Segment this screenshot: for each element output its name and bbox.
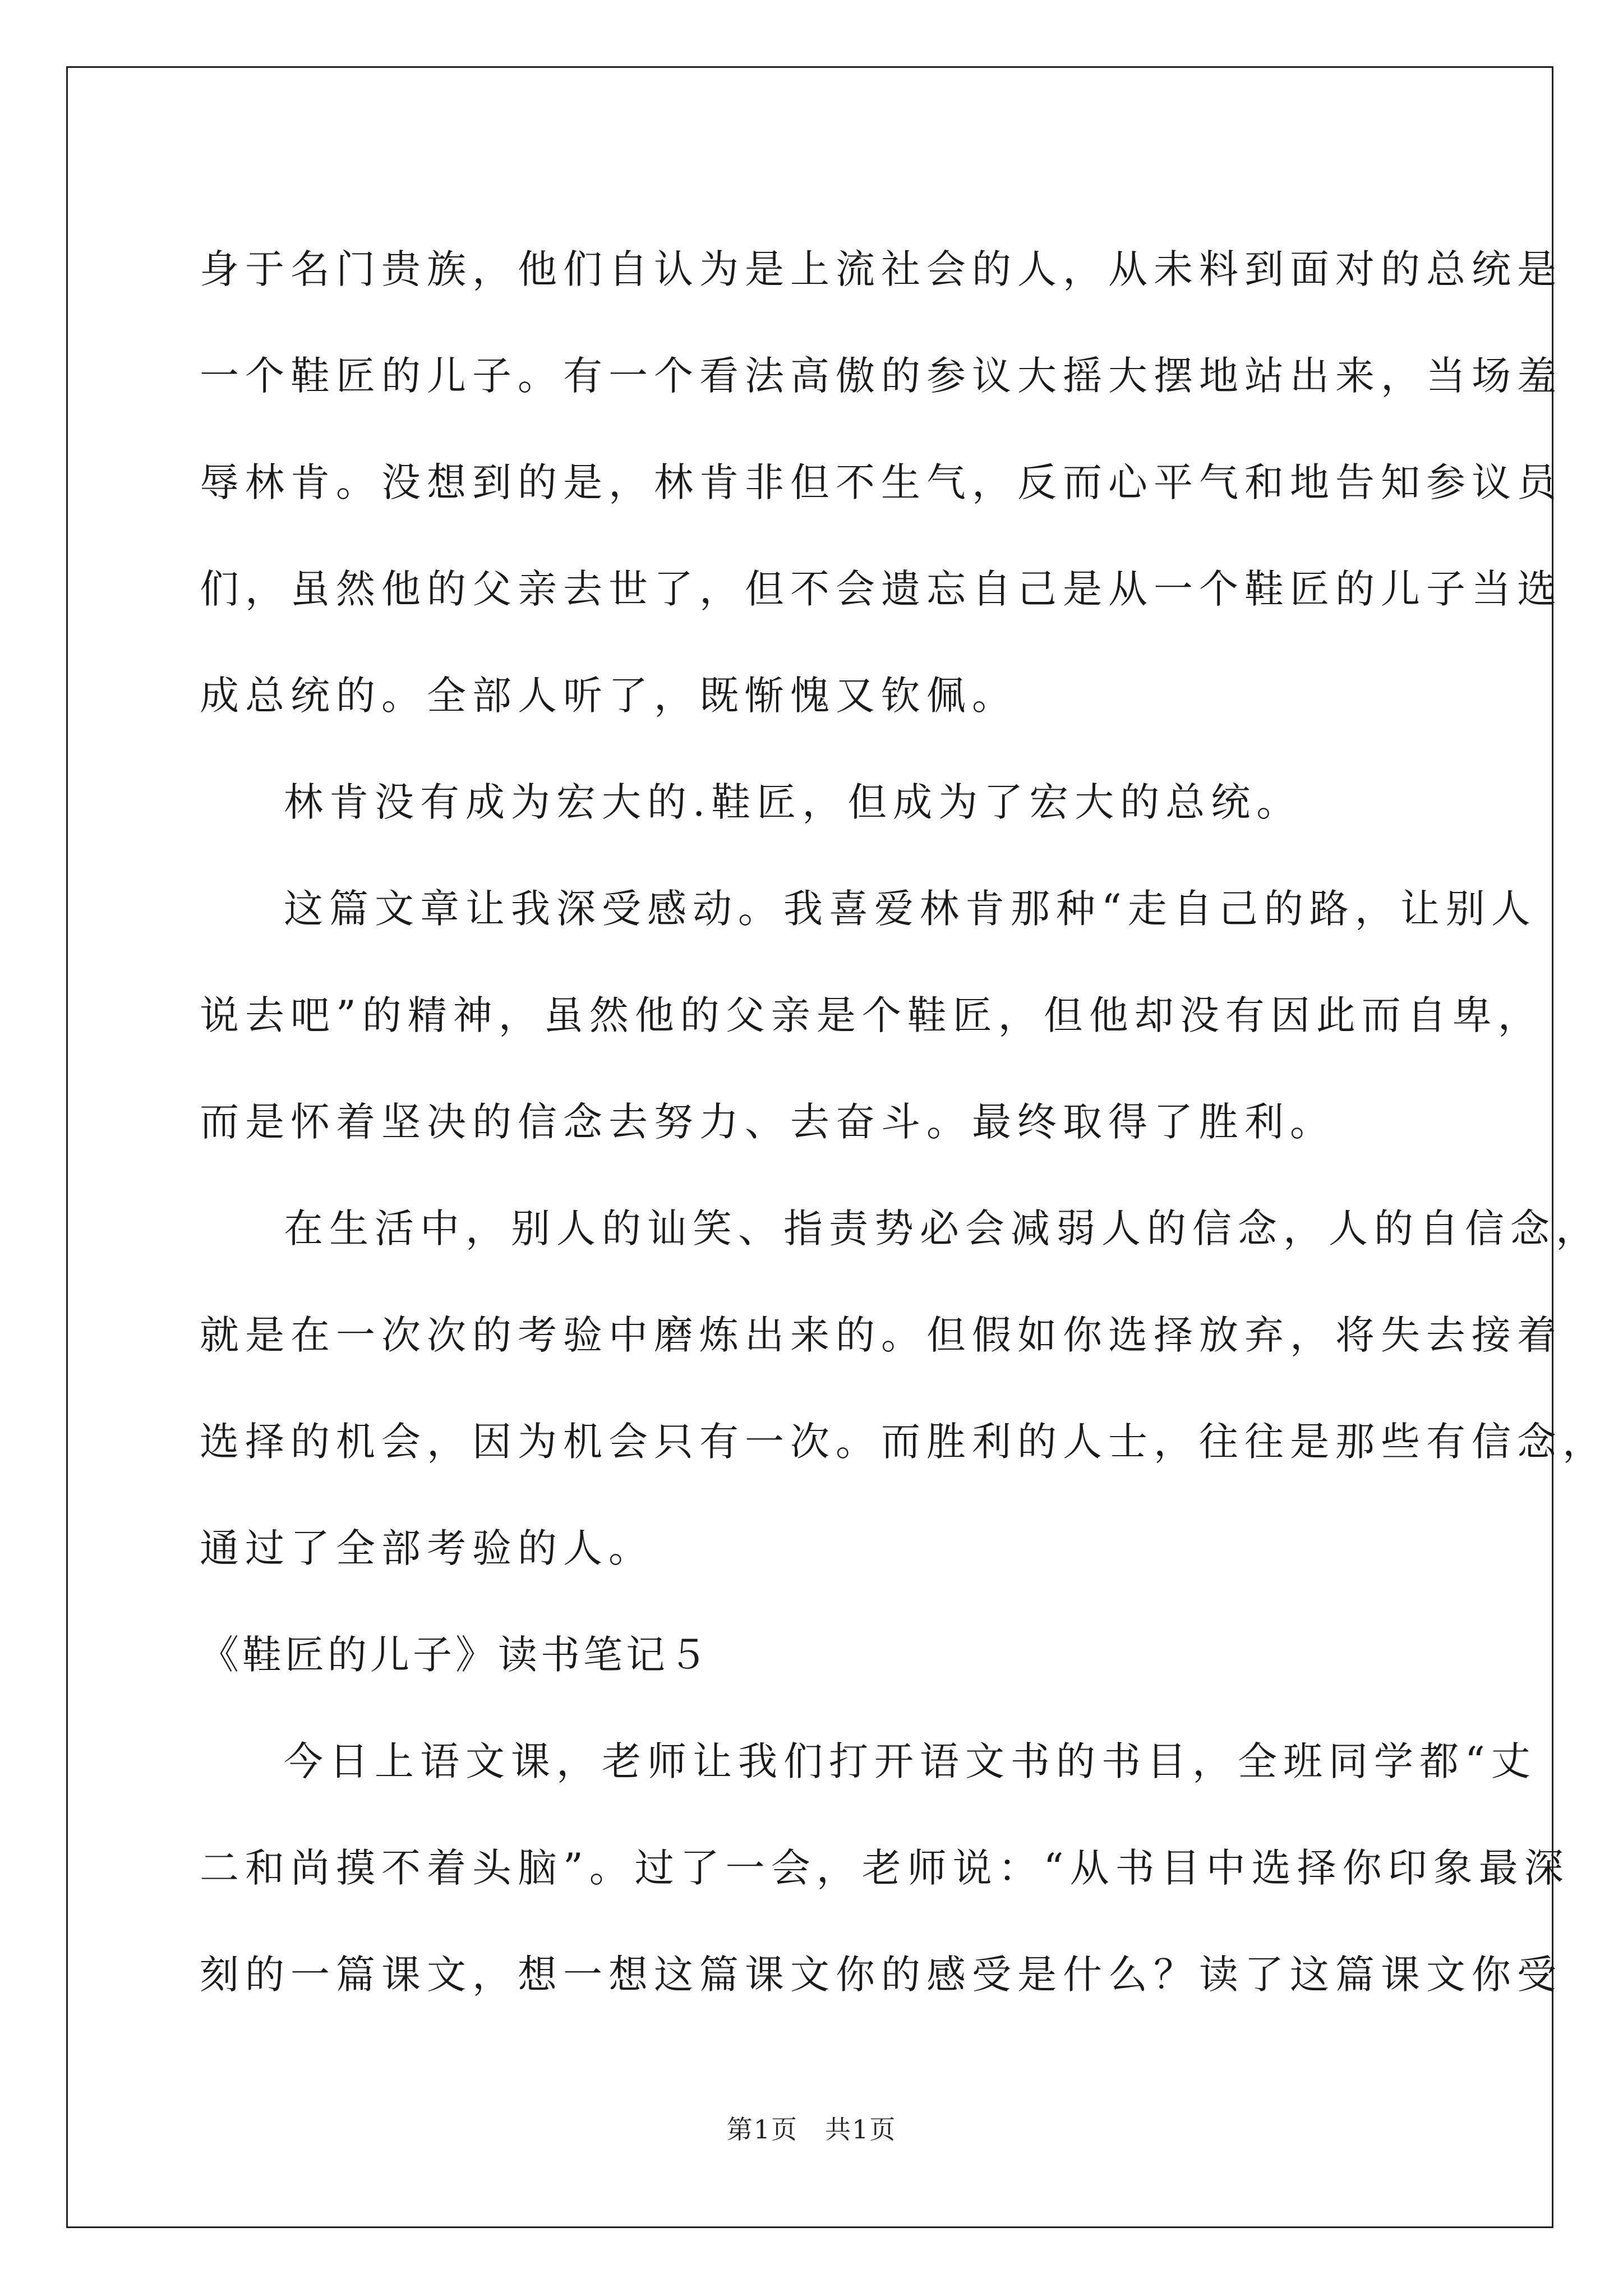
text-line-12: 选择的机会，因为机会只有一次。而胜利的人士，往往是那些有信念， [200,1419,1608,1465]
section-heading: 《鞋匠的儿子》读书笔记５ [200,1632,711,1678]
text-line-7: 这篇文章让我深受感动。我喜爱林肯那种“走自己的路，让别人 [284,886,1537,932]
text-line-13: 通过了全部考验的人。 [200,1525,654,1571]
text-line-17: 刻的一篇课文，想一想这篇课文你的感受是什么？读了这篇课文你受 [200,1952,1562,1998]
text-line-10: 在生活中，别人的讪笑、指责势必会减弱人的信念，人的自信念， [284,1205,1601,1251]
text-line-2: 一个鞋匠的儿子。有一个看法高傲的参议大摇大摆地站出来，当场羞 [200,353,1562,399]
text-line-5: 成总统的。全部人听了，既惭愧又钦佩。 [200,673,1017,719]
text-line-11: 就是在一次次的考验中磨炼出来的。但假如你选择放弃，将失去接着 [200,1312,1562,1358]
page-footer: 第1页 共1页 [726,2114,897,2145]
text-line-3: 辱林肯。没想到的是，林肯非但不生气，反而心平气和地告知参议员 [200,459,1562,505]
text-line-15: 今日上语文课，老师让我们打开语文书的书目，全班同学都“丈 [284,1738,1537,1784]
text-line-9: 而是怀着坚决的信念去努力、去奋斗。最终取得了胜利。 [200,1099,1335,1145]
text-line-4: 们，虽然他的父亲去世了，但不会遗忘自己是从一个鞋匠的儿子当选 [200,566,1562,612]
text-line-16: 二和尚摸不着头脑”。过了一会，老师说：“从书目中选择你印象最深 [200,1845,1570,1891]
text-line-8: 说去吧”的精神，虽然他的父亲是个鞋匠，但他却没有因此而自卑， [200,992,1543,1038]
document-body [200,216,1608,2028]
text-line-6: 林肯没有成为宏大的.鞋匠，但成为了宏大的总统。 [284,779,1302,825]
text-line-1: 身于名门贵族，他们自认为是上流社会的人，从未料到面对的总统是 [200,246,1562,292]
